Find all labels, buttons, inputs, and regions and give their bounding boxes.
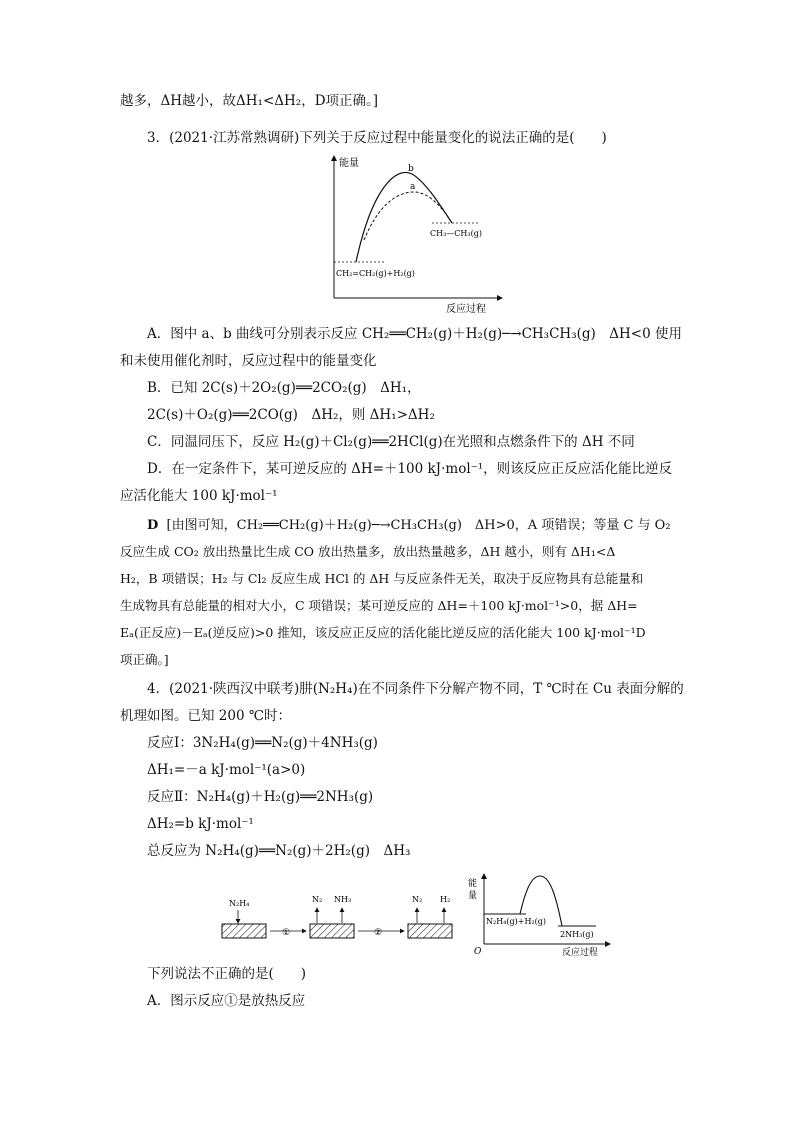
q3-y-label: 能量 <box>339 158 359 169</box>
q3-answer-letter: D <box>147 518 159 533</box>
q3-option-b-line2: 2C(s)＋O₂(g)══2CO(g) ΔH₂，则 ΔH₁>ΔH₂ <box>147 407 435 423</box>
q3-product-label: CH₃—CH₃(g) <box>430 229 482 238</box>
q4-origin-label: O <box>474 947 482 957</box>
q4-reaction1: 反应Ⅰ：3N₂H₄(g)══N₂(g)＋4NH₃(g) <box>147 735 378 751</box>
q3-option-d-line2: 应活化能大 100 kJ·mol⁻¹ <box>120 488 278 504</box>
q3-answer-line3: H₂，B 项错误；H₂ 与 Cl₂ 反应生成 HCl 的 ΔH 与反应条件无关，取决于反应物具有总能量和 <box>120 571 644 586</box>
q4-y-label-2: 量 <box>468 891 478 901</box>
q3-option-c: C．同温同压下，反应 H₂(g)＋Cl₂(g)══2HCl(g)在光照和点燃条件下的 ΔH 不同 <box>147 434 635 450</box>
q3-answer-line4: 生成物具有总能量的相对大小，C 项错误；某可逆反应的 ΔH=＋100 kJ·mol⁻¹>0，据 ΔH= <box>120 598 638 613</box>
q3-reactant-label: CH₂=CH₂(g)+H₂(g) <box>336 269 415 278</box>
q4-question: 下列说法不正确的是( ) <box>147 966 307 982</box>
mech-n2-label-1: N₂ <box>312 895 323 904</box>
mech-n2h4-label: N₂H₄ <box>229 899 250 908</box>
q4-stem-line1: 4．(2021·陕西汉中联考)肼(N₂H₄)在不同条件下分解产物不同，T ℃时在 Cu 表面分解的 <box>147 681 684 697</box>
q3-option-a-line1: A．图中 a、b 曲线可分别表示反应 CH₂══CH₂(g)＋H₂(g)─→CH₃CH₃(g) ΔH<0 使用 <box>147 326 682 342</box>
q4-option-a: A．图示反应①是放热反应 <box>147 993 306 1009</box>
q3-answer-line2: 反应生成 CO₂ 放出热量比生成 CO 放出热量多，放出热量越多，ΔH 越小，则有 ΔH₁<Δ <box>120 544 616 559</box>
cu-surface-2 <box>310 924 354 938</box>
q3-stem: 3．(2021·江苏常熟调研)下列关于反应过程中能量变化的说法正确的是( ) <box>147 130 607 146</box>
q3-answer-line5: Eₐ(正反应)－Eₐ(逆反应)>0 推知，该反应正反应的活化能比逆反应的活化能大 100 kJ·mol⁻¹D <box>120 625 646 640</box>
mech-step2-label: ② <box>374 928 383 938</box>
q3-curve-b-label: b <box>408 164 414 174</box>
q4-product-label: 2NH₃(g) <box>560 930 594 939</box>
mech-n2-label-2: N₂ <box>412 895 423 904</box>
q4-total-reaction: 总反应为 N₂H₄(g)══N₂(g)＋2H₂(g) ΔH₃ <box>147 843 411 859</box>
mech-nh3-label: NH₃ <box>334 895 352 904</box>
q4-x-label: 反应过程 <box>562 948 599 958</box>
q3-x-label: 反应过程 <box>446 304 486 315</box>
q3-energy-diagram <box>318 152 508 316</box>
q3-option-a-line2: 和未使用催化剂时，反应过程中的能量变化 <box>120 353 377 369</box>
q3-answer-line6: 项正确。] <box>120 652 169 667</box>
q3-curve-b <box>356 172 452 262</box>
q4-mechanism-diagram <box>210 868 470 950</box>
q4-reaction2: 反应Ⅱ：N₂H₄(g)＋H₂(g)══2NH₃(g) <box>147 789 374 805</box>
mech-h2-label: H₂ <box>440 895 451 904</box>
mech-step1-label: ① <box>282 928 291 938</box>
cu-surface-1 <box>222 924 266 938</box>
q3-option-b-line1: B．已知 2C(s)＋2O₂(g)══2CO₂(g) ΔH₁， <box>147 380 421 396</box>
q3-answer-text1: [由图可知，CH₂══CH₂(g)＋H₂(g)─→CH₃CH₃(g) ΔH>0，A 项错误；等量 C 与 O₂ <box>166 518 671 533</box>
q4-energy-diagram <box>462 872 612 958</box>
q4-y-label-1: 能 <box>468 879 478 889</box>
q3-answer-line1 <box>147 516 707 536</box>
q4-reaction1-dh: ΔH₁=－a kJ·mol⁻¹(a>0) <box>147 762 306 778</box>
q3-option-d-line1: D．在一定条件下，某可逆反应的 ΔH=＋100 kJ·mol⁻¹，则该反应正反应活化能比逆反 <box>147 461 673 477</box>
cu-surface-3 <box>408 924 452 938</box>
q2-explanation-tail: 越多，ΔH越小，故ΔH₁<ΔH₂，D项正确。] <box>120 93 379 109</box>
q4-reaction2-dh: ΔH₂=b kJ·mol⁻¹ <box>147 816 254 832</box>
q4-reactant-label: N₂H₄(g)+H₂(g) <box>486 917 547 926</box>
q4-stem-line2: 机理如图。已知 200 ℃时： <box>120 708 291 724</box>
q3-curve-a-label: a <box>410 182 416 192</box>
